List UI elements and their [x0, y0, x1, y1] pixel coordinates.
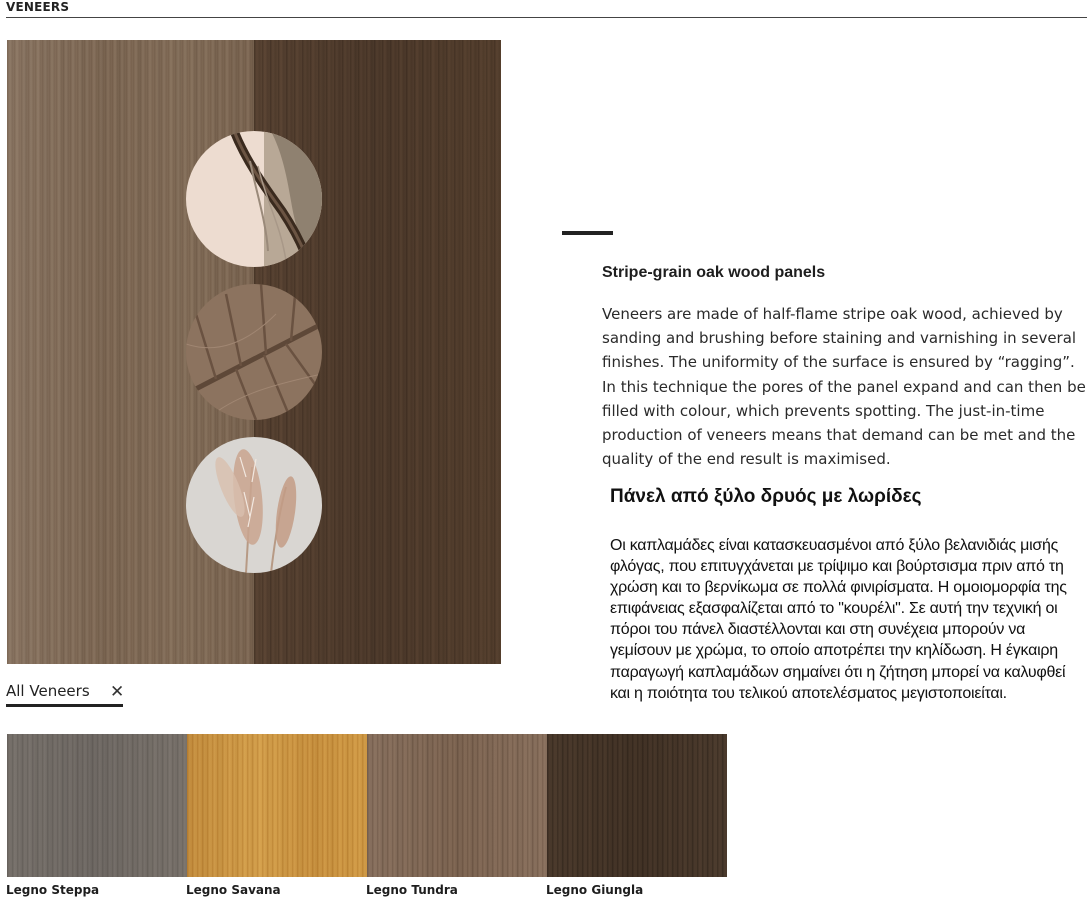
- swatch-label[interactable]: Legno Tundra: [366, 883, 458, 897]
- greek-title: Πάνελ από ξύλο δρυός με λωρίδες: [610, 486, 922, 507]
- swatch-label[interactable]: Legno Giungla: [546, 883, 644, 897]
- swatch-label[interactable]: Legno Savana: [186, 883, 281, 897]
- close-icon[interactable]: ✕: [110, 682, 125, 702]
- swatch-legno-giungla[interactable]: [547, 734, 727, 877]
- hero-image: [7, 40, 501, 664]
- description-body: Veneers are made of half-flame stripe oak wood, achieved by sanding and brushing before staining and varnishing in several finishes. The uniformity of the surface is ensured by “ragging”. In this technique the pores of the panel expand and can then be filled with colour, which prevents spotting. The just-in-time production of veneers means that demand can be met and the quality of the end result is maximised.: [602, 305, 1086, 469]
- twig-closeup-icon: [186, 131, 322, 267]
- swatch-legno-savana[interactable]: [187, 734, 367, 877]
- swatch-legno-tundra[interactable]: [367, 734, 547, 877]
- section-divider: [6, 17, 1087, 18]
- section-title: VENEERS: [6, 0, 70, 14]
- accent-line: [562, 231, 613, 235]
- swatch-grid: [7, 734, 727, 877]
- pampas-grass-icon: [186, 437, 322, 573]
- filter-label[interactable]: All Veneers: [6, 682, 90, 700]
- swatch-legno-steppa[interactable]: [7, 734, 187, 877]
- description-title: Stripe-grain oak wood panels: [602, 264, 826, 281]
- greek-body: Οι καπλαμάδες είναι κατασκευασμένοι από ξύλο βελανιδιάς μισής φλόγας, που επιτυγχάνεται με τρίψιμο και βούρτσισμα πριν από τη χρώση και το βερνίκωμα σε πολλά φινιρίσματα. Η ομοιομορφία της επιφάνειας εξασφαλίζεται από το "κουρέλι". Σε αυτή την τεχνική οι πόροι του πάνελ διαστέλλονται και στη συνέχεια μπορούν να γεμίσουν με χρώμα, το οποίο αποτρέπει την κηλίδωση. Η έγκαιρη παραγωγή καπλαμάδων σημαίνει ότι η ζήτηση μπορεί να καλυφθεί και η ποιότητα του τελικού αποτελέσματος μεγιστοποιείται.: [610, 537, 1067, 702]
- filter-chip[interactable]: [6, 682, 123, 707]
- leaf-vein-icon: [186, 284, 322, 420]
- swatch-label[interactable]: Legno Steppa: [6, 883, 100, 897]
